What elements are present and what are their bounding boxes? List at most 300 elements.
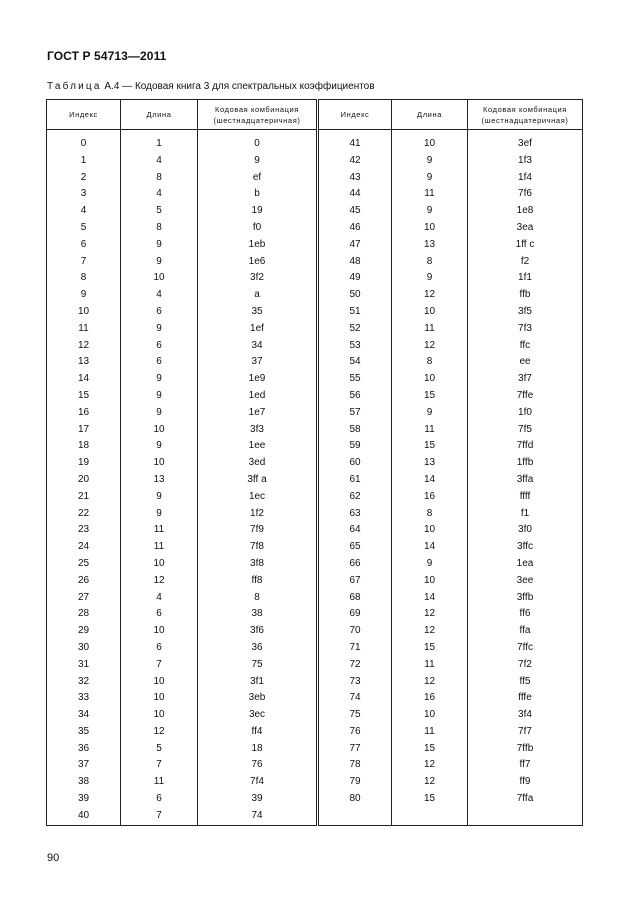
index-cell: 33 (47, 690, 121, 707)
code-cell: 1ee (198, 438, 318, 455)
index-cell: 13 (47, 354, 121, 371)
table-caption (47, 81, 375, 92)
code-cell: 39 (198, 791, 318, 808)
length-cell: 10 (121, 455, 198, 472)
code-cell: 76 (198, 757, 318, 774)
table-row (47, 707, 583, 724)
code-cell: 1e8 (468, 203, 583, 220)
code-cell: 75 (198, 657, 318, 674)
code-cell: 3ee (468, 573, 583, 590)
length-cell: 11 (392, 422, 468, 439)
code-cell: 7f5 (468, 422, 583, 439)
index-cell: 37 (47, 757, 121, 774)
index-cell: 49 (318, 270, 392, 287)
code-cell: 7ffd (468, 438, 583, 455)
index-cell: 45 (318, 203, 392, 220)
table-row (47, 791, 583, 808)
index-cell: 9 (47, 287, 121, 304)
table-body (47, 130, 583, 826)
table-row (47, 371, 583, 388)
code-cell: 7f4 (198, 774, 318, 791)
index-cell: 23 (47, 522, 121, 539)
table-row (47, 405, 583, 422)
index-cell: 29 (47, 623, 121, 640)
index-cell: 43 (318, 170, 392, 187)
code-cell: 7ffc (468, 640, 583, 657)
length-cell: 10 (392, 522, 468, 539)
length-cell: 12 (392, 606, 468, 623)
table-row (47, 186, 583, 203)
code-cell: 19 (198, 203, 318, 220)
index-cell: 26 (47, 573, 121, 590)
length-cell: 8 (392, 354, 468, 371)
column-header-index: Индекс (318, 100, 392, 130)
length-cell: 6 (121, 640, 198, 657)
caption-prefix: Таблица (47, 81, 102, 92)
code-cell: 3f8 (198, 556, 318, 573)
code-cell: ff7 (468, 757, 583, 774)
index-cell: 69 (318, 606, 392, 623)
code-cell: 3f6 (198, 623, 318, 640)
index-cell: 78 (318, 757, 392, 774)
length-cell: 9 (121, 489, 198, 506)
length-cell: 12 (392, 757, 468, 774)
index-cell: 36 (47, 741, 121, 758)
index-cell: 12 (47, 338, 121, 355)
length-cell: 11 (392, 724, 468, 741)
index-cell: 41 (318, 130, 392, 153)
index-cell: 27 (47, 590, 121, 607)
index-cell: 46 (318, 220, 392, 237)
length-cell: 11 (121, 774, 198, 791)
length-cell: 9 (392, 203, 468, 220)
index-cell: 30 (47, 640, 121, 657)
table-row (47, 472, 583, 489)
code-cell: 34 (198, 338, 318, 355)
index-cell: 68 (318, 590, 392, 607)
length-cell: 16 (392, 690, 468, 707)
code-cell: 3ffc (468, 539, 583, 556)
index-cell: 11 (47, 321, 121, 338)
code-cell: 7f9 (198, 522, 318, 539)
table-row (47, 489, 583, 506)
code-cell: 1ff c (468, 237, 583, 254)
index-cell: 15 (47, 388, 121, 405)
code-cell: 3ed (198, 455, 318, 472)
length-cell: 10 (121, 707, 198, 724)
length-cell: 9 (121, 405, 198, 422)
index-cell: 50 (318, 287, 392, 304)
code-cell: ef (198, 170, 318, 187)
length-cell: 12 (392, 674, 468, 691)
table-row (47, 321, 583, 338)
code-cell: 7f2 (468, 657, 583, 674)
length-cell: 9 (392, 405, 468, 422)
column-header-length: Длина (392, 100, 468, 130)
index-cell: 16 (47, 405, 121, 422)
length-cell: 6 (121, 354, 198, 371)
code-cell: f0 (198, 220, 318, 237)
length-cell: 7 (121, 808, 198, 825)
code-cell: 7f3 (468, 321, 583, 338)
index-cell: 2 (47, 170, 121, 187)
table-row (47, 741, 583, 758)
column-header-code: Кодовая комбинация (шестнадцатеричная) (468, 100, 583, 130)
length-cell: 10 (121, 623, 198, 640)
code-cell: 1f3 (468, 153, 583, 170)
length-cell: 13 (392, 455, 468, 472)
index-cell: 35 (47, 724, 121, 741)
length-cell: 15 (392, 741, 468, 758)
code-cell (468, 808, 583, 825)
length-cell: 12 (392, 774, 468, 791)
length-cell: 8 (392, 506, 468, 523)
length-cell: 4 (121, 186, 198, 203)
code-cell: 3f2 (198, 270, 318, 287)
index-cell: 28 (47, 606, 121, 623)
index-cell: 56 (318, 388, 392, 405)
table-row (47, 153, 583, 170)
length-cell: 9 (121, 237, 198, 254)
table-row (47, 623, 583, 640)
table-row (47, 774, 583, 791)
code-cell: 3ffb (468, 590, 583, 607)
code-cell: 1ffb (468, 455, 583, 472)
length-cell: 10 (392, 371, 468, 388)
length-cell: 9 (121, 371, 198, 388)
code-cell: 7f6 (468, 186, 583, 203)
index-cell: 0 (47, 130, 121, 153)
code-cell: 7ffe (468, 388, 583, 405)
length-cell: 10 (121, 690, 198, 707)
table-row (47, 130, 583, 153)
code-cell: 3f0 (468, 522, 583, 539)
index-cell: 32 (47, 674, 121, 691)
length-cell: 15 (392, 438, 468, 455)
code-cell: ff4 (198, 724, 318, 741)
code-cell: 3ea (468, 220, 583, 237)
length-cell: 9 (121, 254, 198, 271)
table-row (47, 237, 583, 254)
index-cell: 73 (318, 674, 392, 691)
code-cell: ffc (468, 338, 583, 355)
length-cell: 14 (392, 590, 468, 607)
length-cell: 10 (121, 556, 198, 573)
index-cell: 48 (318, 254, 392, 271)
table-row (47, 354, 583, 371)
length-cell: 8 (392, 254, 468, 271)
table-row (47, 808, 583, 825)
length-cell: 9 (392, 153, 468, 170)
table-row (47, 573, 583, 590)
length-cell: 9 (392, 270, 468, 287)
table-row (47, 757, 583, 774)
length-cell: 10 (121, 422, 198, 439)
table-row (47, 304, 583, 321)
length-cell: 11 (121, 522, 198, 539)
index-cell: 42 (318, 153, 392, 170)
length-cell: 10 (392, 220, 468, 237)
index-cell: 40 (47, 808, 121, 825)
length-cell: 15 (392, 791, 468, 808)
index-cell: 62 (318, 489, 392, 506)
code-cell: 1eb (198, 237, 318, 254)
table-row (47, 539, 583, 556)
length-cell: 12 (121, 724, 198, 741)
length-cell: 11 (392, 657, 468, 674)
code-cell: 36 (198, 640, 318, 657)
length-cell: 13 (392, 237, 468, 254)
index-cell: 4 (47, 203, 121, 220)
code-cell: 3f1 (198, 674, 318, 691)
length-cell: 14 (392, 539, 468, 556)
code-cell: 18 (198, 741, 318, 758)
index-cell: 80 (318, 791, 392, 808)
code-cell: 1e7 (198, 405, 318, 422)
code-cell: 3ff a (198, 472, 318, 489)
length-cell: 6 (121, 791, 198, 808)
table-row (47, 422, 583, 439)
length-cell: 5 (121, 741, 198, 758)
index-cell: 39 (47, 791, 121, 808)
table-row (47, 590, 583, 607)
table-row (47, 220, 583, 237)
code-cell: 0 (198, 130, 318, 153)
length-cell: 9 (121, 506, 198, 523)
code-cell: 3f4 (468, 707, 583, 724)
index-cell: 47 (318, 237, 392, 254)
index-cell: 5 (47, 220, 121, 237)
code-cell: 35 (198, 304, 318, 321)
code-cell: a (198, 287, 318, 304)
length-cell: 7 (121, 657, 198, 674)
index-cell: 31 (47, 657, 121, 674)
code-cell: 74 (198, 808, 318, 825)
table-row (47, 287, 583, 304)
code-cell: 1ea (468, 556, 583, 573)
length-cell (392, 808, 468, 825)
table-row (47, 388, 583, 405)
length-cell: 1 (121, 130, 198, 153)
table-row (47, 254, 583, 271)
index-cell: 57 (318, 405, 392, 422)
index-cell (318, 808, 392, 825)
code-cell: ffb (468, 287, 583, 304)
table-row (47, 170, 583, 187)
index-cell: 54 (318, 354, 392, 371)
length-cell: 10 (392, 304, 468, 321)
index-cell: 55 (318, 371, 392, 388)
code-cell: ff6 (468, 606, 583, 623)
code-cell: 7f8 (198, 539, 318, 556)
code-cell: 7f7 (468, 724, 583, 741)
index-cell: 64 (318, 522, 392, 539)
length-cell: 12 (392, 287, 468, 304)
table-row (47, 270, 583, 287)
table-row (47, 522, 583, 539)
length-cell: 9 (392, 170, 468, 187)
code-cell: ffff (468, 489, 583, 506)
index-cell: 71 (318, 640, 392, 657)
length-cell: 11 (392, 321, 468, 338)
length-cell: 9 (392, 556, 468, 573)
index-cell: 17 (47, 422, 121, 439)
index-cell: 59 (318, 438, 392, 455)
code-cell: 3eb (198, 690, 318, 707)
index-cell: 76 (318, 724, 392, 741)
code-cell: 3f3 (198, 422, 318, 439)
code-cell: 1f1 (468, 270, 583, 287)
table-row (47, 203, 583, 220)
table-row (47, 556, 583, 573)
code-cell: 1f2 (198, 506, 318, 523)
code-cell: 9 (198, 153, 318, 170)
index-cell: 14 (47, 371, 121, 388)
length-cell: 5 (121, 203, 198, 220)
length-cell: 12 (121, 573, 198, 590)
length-cell: 4 (121, 287, 198, 304)
code-cell: 3f5 (468, 304, 583, 321)
code-cell: ff5 (468, 674, 583, 691)
document-title: ГОСТ Р 54713—2011 (47, 49, 167, 63)
code-cell: 3ec (198, 707, 318, 724)
code-cell: 1e9 (198, 371, 318, 388)
code-cell: 1f0 (468, 405, 583, 422)
length-cell: 8 (121, 220, 198, 237)
code-cell: 37 (198, 354, 318, 371)
index-cell: 77 (318, 741, 392, 758)
code-cell: f1 (468, 506, 583, 523)
index-cell: 70 (318, 623, 392, 640)
length-cell: 15 (392, 388, 468, 405)
length-cell: 10 (121, 674, 198, 691)
index-cell: 10 (47, 304, 121, 321)
index-cell: 52 (318, 321, 392, 338)
index-cell: 6 (47, 237, 121, 254)
length-cell: 12 (392, 623, 468, 640)
code-cell: 1ed (198, 388, 318, 405)
page-number: 90 (47, 852, 60, 864)
code-cell: b (198, 186, 318, 203)
length-cell: 16 (392, 489, 468, 506)
length-cell: 13 (121, 472, 198, 489)
index-cell: 25 (47, 556, 121, 573)
index-cell: 19 (47, 455, 121, 472)
length-cell: 4 (121, 153, 198, 170)
code-cell: ee (468, 354, 583, 371)
table-row (47, 506, 583, 523)
column-header-length: Длина (121, 100, 198, 130)
index-cell: 34 (47, 707, 121, 724)
length-cell: 11 (392, 186, 468, 203)
length-cell: 10 (121, 270, 198, 287)
index-cell: 53 (318, 338, 392, 355)
code-cell: 8 (198, 590, 318, 607)
code-cell: ffa (468, 623, 583, 640)
index-cell: 7 (47, 254, 121, 271)
table-header-row (47, 100, 583, 130)
length-cell: 11 (121, 539, 198, 556)
length-cell: 10 (392, 707, 468, 724)
index-cell: 75 (318, 707, 392, 724)
table-row (47, 690, 583, 707)
index-cell: 51 (318, 304, 392, 321)
index-cell: 21 (47, 489, 121, 506)
table-row (47, 455, 583, 472)
code-cell: 3ffa (468, 472, 583, 489)
index-cell: 44 (318, 186, 392, 203)
index-cell: 72 (318, 657, 392, 674)
code-cell: 1ef (198, 321, 318, 338)
index-cell: 24 (47, 539, 121, 556)
code-cell: 7ffb (468, 741, 583, 758)
index-cell: 61 (318, 472, 392, 489)
length-cell: 12 (392, 338, 468, 355)
code-cell: 1f4 (468, 170, 583, 187)
length-cell: 15 (392, 640, 468, 657)
column-header-code: Кодовая комбинация (шестнадцатеричная) (198, 100, 318, 130)
index-cell: 74 (318, 690, 392, 707)
table-row (47, 674, 583, 691)
index-cell: 3 (47, 186, 121, 203)
code-cell: ff8 (198, 573, 318, 590)
code-cell: 3ef (468, 130, 583, 153)
table-row (47, 338, 583, 355)
table-row (47, 640, 583, 657)
index-cell: 38 (47, 774, 121, 791)
code-cell: 1e6 (198, 254, 318, 271)
length-cell: 8 (121, 170, 198, 187)
index-cell: 58 (318, 422, 392, 439)
length-cell: 4 (121, 590, 198, 607)
index-cell: 60 (318, 455, 392, 472)
index-cell: 67 (318, 573, 392, 590)
length-cell: 7 (121, 757, 198, 774)
length-cell: 6 (121, 606, 198, 623)
length-cell: 9 (121, 438, 198, 455)
table-row (47, 438, 583, 455)
index-cell: 63 (318, 506, 392, 523)
index-cell: 65 (318, 539, 392, 556)
length-cell: 6 (121, 304, 198, 321)
table-row (47, 606, 583, 623)
code-cell: 38 (198, 606, 318, 623)
code-cell: ff9 (468, 774, 583, 791)
code-cell: 1ec (198, 489, 318, 506)
code-cell: 7ffa (468, 791, 583, 808)
length-cell: 6 (121, 338, 198, 355)
table-row (47, 724, 583, 741)
codebook-table (46, 99, 583, 826)
column-header-index: Индекс (47, 100, 121, 130)
index-cell: 66 (318, 556, 392, 573)
code-cell: f2 (468, 254, 583, 271)
code-cell: fffe (468, 690, 583, 707)
index-cell: 8 (47, 270, 121, 287)
caption-text: А.4 — Кодовая книга 3 для спектральных коэффициентов (101, 81, 375, 92)
length-cell: 9 (121, 321, 198, 338)
index-cell: 79 (318, 774, 392, 791)
index-cell: 18 (47, 438, 121, 455)
table-row (47, 657, 583, 674)
length-cell: 9 (121, 388, 198, 405)
index-cell: 1 (47, 153, 121, 170)
length-cell: 10 (392, 573, 468, 590)
length-cell: 14 (392, 472, 468, 489)
code-cell: 3f7 (468, 371, 583, 388)
index-cell: 20 (47, 472, 121, 489)
index-cell: 22 (47, 506, 121, 523)
